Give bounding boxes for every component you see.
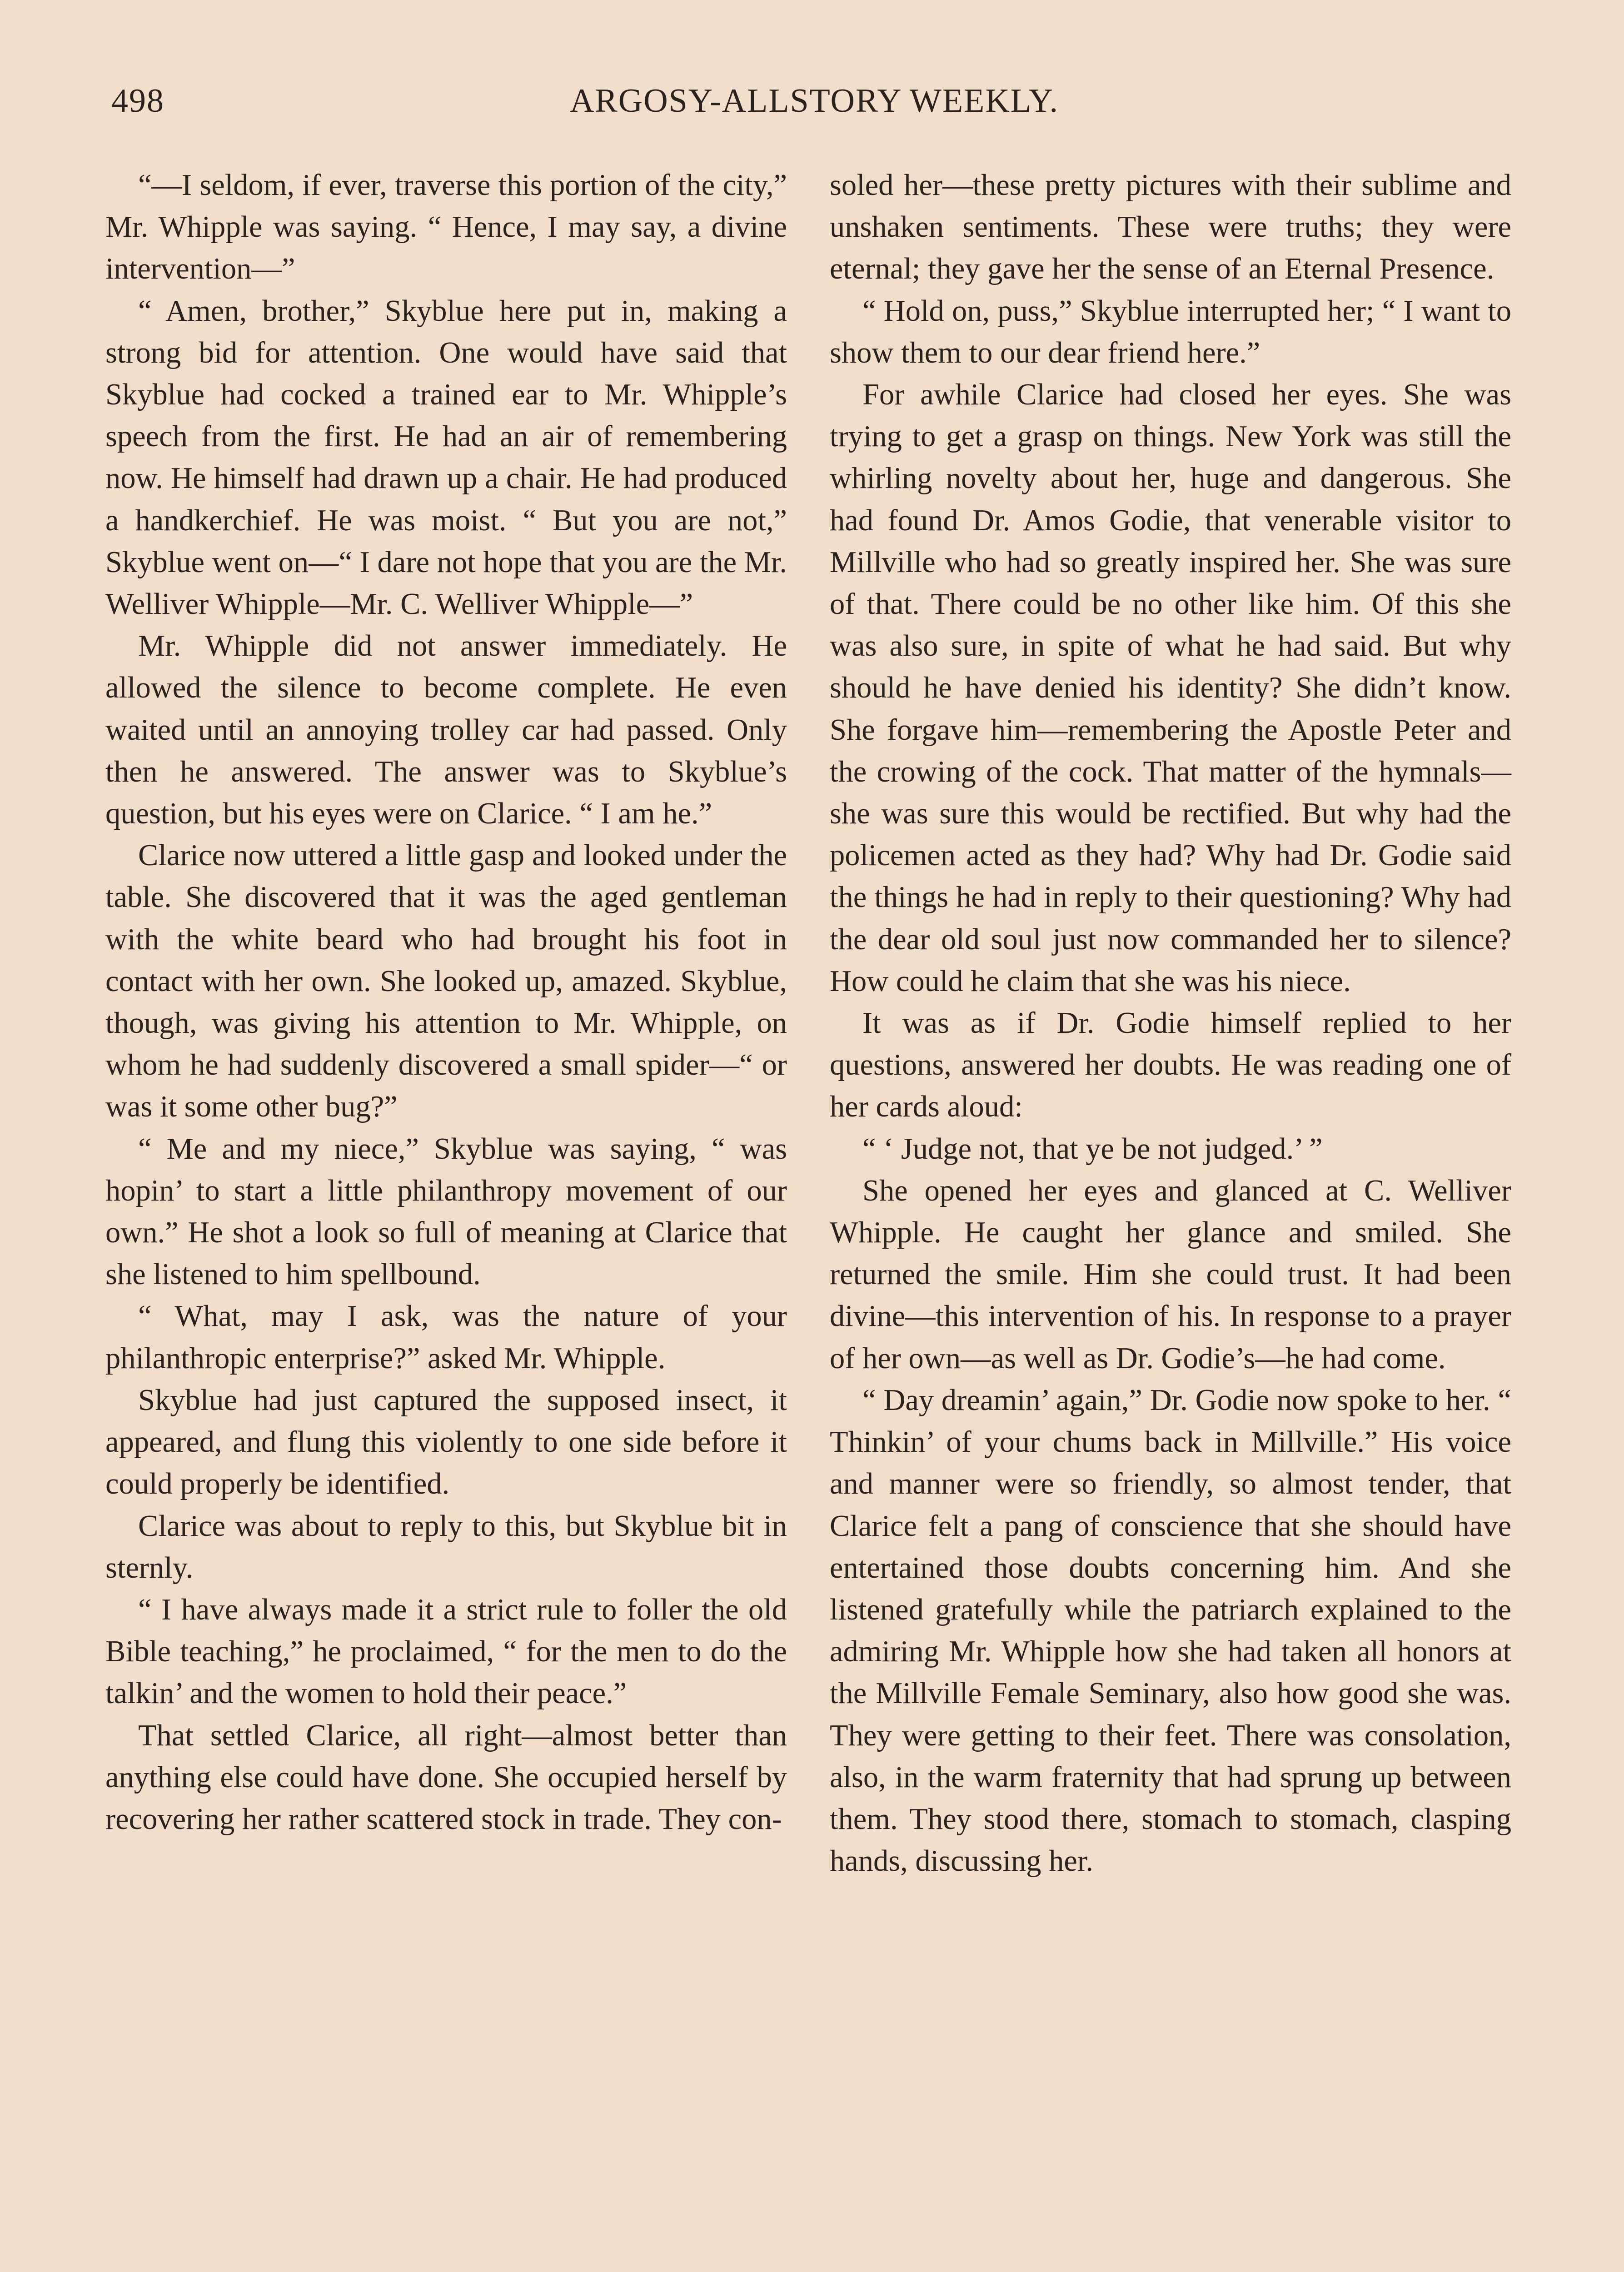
paragraph: Clarice now uttered a little gasp and looked under the table. She discovered that it was the aged gentleman with the white beard who had brought his foot in contact with her own. She looked up, amazed. Skyblue, though, was giving his attention to Mr. Whipple, on whom he had suddenly discovered a small spider—“ or was it some other bug?”: [105, 839, 787, 1124]
paragraph: Skyblue had just captured the supposed insect, it appeared, and flung this violently to one side before it could properly be identified.: [105, 1383, 787, 1501]
right-text-column: [830, 164, 1511, 1882]
paragraph: It was as if Dr. Godie himself replied to her questions, answered her doubts. He was reading one of her cards aloud:: [830, 1006, 1511, 1124]
paragraph: “ Hold on, puss,” Skyblue interrupted her; “ I want to show them to our dear friend here.”: [830, 294, 1511, 369]
paragraph: Mr. Whipple did not answer immediately. He allowed the silence to become complete. He even waited until an annoying trolley car had passed. Only then he answered. The answer was to Skyblue’s question, but his eyes were on Clarice. “ I am he.”: [105, 629, 787, 831]
left-text-column: [105, 164, 787, 1840]
paragraph: Clarice was about to reply to this, but Skyblue bit in sternly.: [105, 1509, 787, 1584]
paragraph: “—I seldom, if ever, traverse this portion of the city,” Mr. Whipple was saying. “ Hence, I may say, a divine intervention—”: [105, 169, 787, 286]
paragraph: She opened her eyes and glanced at C. Welliver Whipple. He caught her glance and smiled. She returned the smile. Him she could trust. It had been divine—this intervention of his. In response to a prayer of her own—as well as Dr. Godie’s—he had come.: [830, 1174, 1511, 1375]
running-title: ARGOSY-ALLSTORY WEEKLY.: [569, 82, 1059, 120]
paragraph: “ I have always made it a strict rule to foller the old Bible teaching,” he proclaimed, “ for the men to do the talkin’ and the women to hold their peace.”: [105, 1593, 787, 1710]
paragraph: soled her—these pretty pictures with their sublime and unshaken sentiments. These were truths; they were eternal; they gave her the sense of an Eternal Presence.: [830, 169, 1511, 286]
paragraph: That settled Clarice, all right—almost better than anything else could have done. She occupied herself by recovering her rather scattered stock in trade. They con-: [105, 1719, 787, 1836]
paragraph: “ Me and my niece,” Skyblue was saying, “ was hopin’ to start a little philanthropy movement of our own.” He shot a look so full of meaning at Clarice that she listened to him spellbound.: [105, 1132, 787, 1291]
page-number: 498: [111, 82, 164, 120]
page-header: [111, 82, 1517, 132]
paragraph: “ What, may I ask, was the nature of your philanthropic enterprise?” asked Mr. Whipple.: [105, 1300, 787, 1375]
paragraph: For awhile Clarice had closed her eyes. She was trying to get a grasp on things. New York was still the whirling novelty about her, huge and dangerous. She had found Dr. Amos Godie, that venerable visitor to Millville who had so greatly inspired her. She was sure of that. There could be no other like him. Of this she was also sure, in spite of what he had said. But why should he have denied his identity? She didn’t know. She forgave him—remembering the Apostle Peter and the crowing of the cock. That matter of the hymnals—she was sure this would be rectified. But why had the policemen acted as they had? Why had Dr. Godie said the things he had in reply to their questioning? Why had the dear old soul just now commanded her to silence? How could he claim that she was his niece.: [830, 378, 1511, 998]
paragraph: “ Day dreamin’ again,” Dr. Godie now spoke to her. “ Thinkin’ of your chums back in Millville.” His voice and manner were so friendly, so almost tender, that Clarice felt a pang of conscience that she should have entertained those doubts concerning him. And she listened gratefully while the patriarch explained to the admiring Mr. Whipple how she had taken all honors at the Millville Female Seminary, also how good she was. They were getting to their feet. There was consolation, also, in the warm fraternity that had sprung up between them. They stood there, stomach to stomach, clasping hands, discussing her.: [830, 1383, 1511, 1878]
paragraph: “ Amen, brother,” Skyblue here put in, making a strong bid for attention. One would have said that Skyblue had cocked a trained ear to Mr. Whipple’s speech from the first. He had an air of remembering now. He himself had drawn up a chair. He had produced a handkerchief. He was moist. “ But you are not,” Skyblue went on—“ I dare not hope that you are the Mr. Welliver Whipple—Mr. C. Welliver Whipple—”: [105, 294, 787, 621]
paragraph: “ ‘ Judge not, that ye be not judged.’ ”: [862, 1132, 1323, 1166]
